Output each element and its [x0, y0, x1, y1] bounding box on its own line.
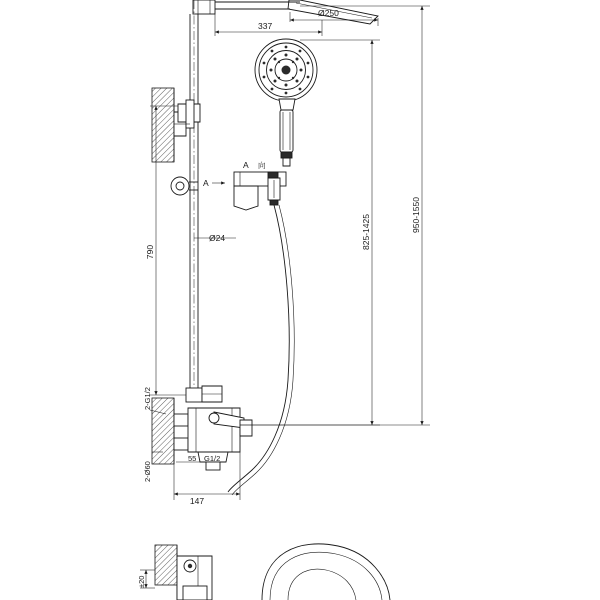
label-depth: 147: [189, 496, 205, 506]
shower-arm-top-view: [193, 0, 378, 24]
dimension-outlet: [176, 454, 220, 463]
slide-bar: [190, 0, 198, 400]
hand-shower-holder: [234, 172, 286, 210]
label-arm-length: 337: [258, 21, 273, 31]
label-lower-offset: ±20: [137, 575, 146, 588]
label-bar-length: 790: [145, 244, 155, 260]
label-riser-height: 825-1425: [361, 214, 371, 250]
dimension-riser-height: [240, 40, 380, 425]
hand-shower: [255, 39, 317, 166]
dimension-arm-length: [215, 14, 322, 36]
label-outlet-offset: 55: [188, 454, 197, 463]
label-overall-height: 950-1550: [411, 197, 421, 233]
dimension-bar-diameter: [194, 233, 236, 243]
label-outlet-thread: G1/2: [204, 454, 221, 463]
label-section-a-upper: A: [243, 160, 249, 170]
label-direction-upper: 向: [258, 161, 266, 170]
section-mark-a-upper: [243, 160, 266, 170]
upper-wall-bracket: [152, 88, 200, 162]
section-view-bottom: [137, 544, 390, 600]
label-inlet-thread: 2-G1/2: [143, 387, 152, 410]
label-head-diameter: Ø250: [318, 8, 339, 18]
label-section-a-left: A: [203, 178, 209, 188]
section-mark-a-left: [203, 178, 225, 188]
label-inlet-centers: 2-Ø60: [143, 461, 152, 482]
label-bar-diameter: Ø24: [209, 233, 226, 243]
mixer-valve: [152, 386, 252, 470]
